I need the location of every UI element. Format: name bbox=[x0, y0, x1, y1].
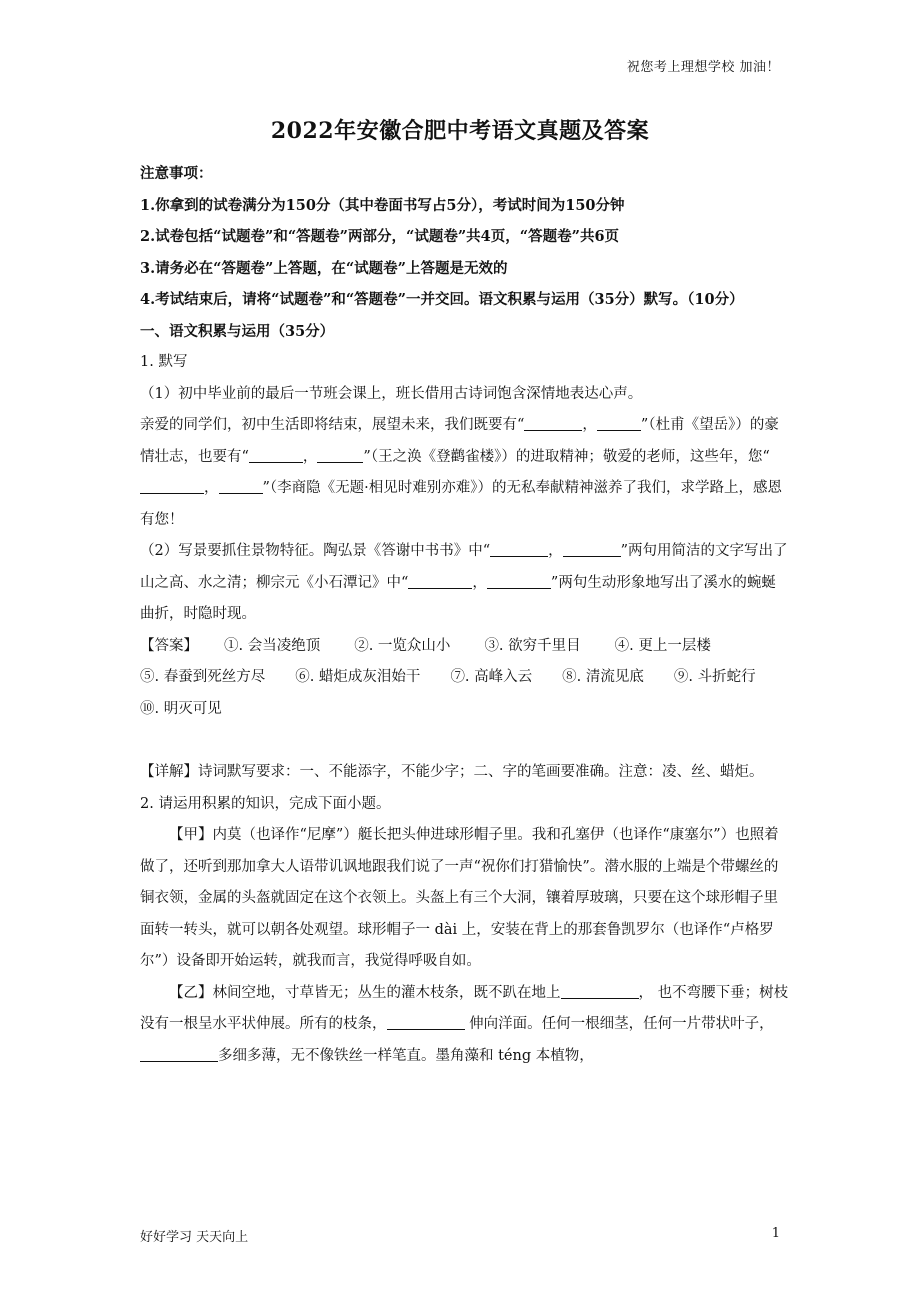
text-segment: ”两句生动形象地写出了溪水的蜿蜒曲折，时隐时现。 bbox=[140, 574, 776, 622]
answer-item: ⑨. 斗折蛇行 bbox=[673, 669, 756, 685]
answer-item: ②. 一览众山小 bbox=[354, 637, 451, 654]
text-segment: ， bbox=[582, 417, 597, 433]
answer-blank bbox=[408, 573, 472, 589]
section-heading: 一、语文积累与运用（35分） bbox=[140, 322, 335, 340]
text-segment: 【乙】林间空地，寸草皆无；丛生的灌木枝条，既不趴在地上 bbox=[169, 984, 561, 1001]
text-segment: ”（王之涣《登鹳雀楼》）的进取精神；敬爱的老师，这些年，您“ bbox=[363, 448, 770, 465]
text-segment: ， bbox=[548, 543, 563, 559]
text-segment: （2）写景要抓住景物特征。陶弘景《答谢中书书》中“ bbox=[140, 543, 491, 559]
detail-text: 【详解】诗词默写要求：一、不能添字，不能少字；二、字的笔画要准确。注意：凌、丝、蜡炬。 bbox=[140, 764, 764, 780]
notice-item: 1.你拿到的试卷满分为150分（其中卷面书写占5分），考试时间为150分钟 bbox=[140, 196, 625, 214]
notice-item: 3.请务必在“答题卷”上答题，在“试题卷”上答题是无效的 bbox=[140, 259, 508, 277]
text-segment: ， 也不弯腰下垂；树枝没有一根呈水平状伸展。所有的枝条， bbox=[140, 984, 789, 1032]
header-slogan: 祝您考上理想学校 加油！ bbox=[626, 60, 780, 75]
notice-item: 2.试卷包括“试题卷”和“答题卷”两部分，“试题卷”共4页，“答题卷”共6页 bbox=[140, 228, 620, 245]
question-title: 2. 请运用积累的知识，完成下面小题。 bbox=[140, 795, 391, 812]
question-text bbox=[140, 410, 790, 536]
answer-label: 【答案】 bbox=[140, 637, 198, 654]
answer-item: ④. 更上一层楼 bbox=[614, 637, 711, 654]
text-segment: ”（杜甫《望岳》）的豪情壮志，也要有“ bbox=[140, 417, 779, 465]
answer-item: ⑤. 春蚕到死丝方尽 bbox=[140, 669, 266, 685]
answer-blank bbox=[597, 416, 641, 432]
text-segment: ”两句用简洁的文字写出了山之高、水之清；柳宗元《小石潭记》中“ bbox=[140, 543, 788, 591]
notice-item: 4.考试结束后，请将“试题卷”和“答题卷”一并交回。语文积累与运用（35分）默写。（10分） bbox=[140, 291, 744, 308]
document-body bbox=[140, 158, 790, 1072]
notice-heading: 注意事项： bbox=[140, 165, 213, 182]
answer-block bbox=[140, 631, 790, 726]
answer-blank bbox=[140, 1046, 218, 1062]
answer-blank bbox=[317, 447, 363, 463]
page-number: 1 bbox=[771, 1226, 780, 1241]
text-segment: 伸向洋面。任何一根细茎，任何一片带状叶子， bbox=[464, 1016, 774, 1032]
answer-blank bbox=[219, 479, 263, 495]
answer-item: ⑦. 高峰入云 bbox=[450, 669, 533, 685]
answer-item: ①. 会当凌绝顶 bbox=[224, 637, 321, 654]
answer-blank bbox=[563, 542, 621, 558]
text-segment: 多细多薄，无不像铁丝一样笔直。墨角藻和 téng 本植物， bbox=[218, 1047, 594, 1064]
text-segment: ， bbox=[302, 448, 318, 465]
answer-blank bbox=[524, 416, 582, 432]
answer-blank bbox=[490, 542, 548, 558]
answer-item: ③. 欲穷千里目 bbox=[484, 637, 581, 654]
text-segment: ”（李商隐《无题·相见时难别亦难》）的无私奉献精神滋养了我们，求学路上，感恩有您！ bbox=[140, 480, 783, 528]
question-prompt: （1）初中毕业前的最后一节班会课上，班长借用古诗词饱含深情地表达心声。 bbox=[140, 385, 643, 402]
answer-item: ⑩. 明灭可见 bbox=[140, 700, 222, 717]
spacer bbox=[140, 725, 790, 757]
passage-jia: 【甲】内莫（也译作“尼摩”）艇长把头伸进球形帽子里。我和孔塞伊（也译作“康塞尔”）也照着做了，还听到那加拿大人语带讥讽地跟我们说了一声“祝你们打猎愉快”。潜水服的上端是个带螺丝的铜衣领，金属的头盔就固定在这个衣领上。头盔上有三个大洞，镶着厚玻璃，只要在这个球形帽子里面转一转头，就可以朝各处观望。球形帽子一 dài 上，安装在背上的那套鲁凯罗尔（也译作“卢格罗尔”）设备即开始运转，就我而言，我觉得呼吸自如。 bbox=[140, 827, 779, 969]
answer-item: ⑧. 清流见底 bbox=[562, 669, 644, 685]
text-segment: ， bbox=[204, 480, 219, 496]
answer-blank bbox=[387, 1015, 465, 1031]
question-title: 1. 默写 bbox=[140, 354, 188, 370]
answer-blank bbox=[487, 573, 551, 589]
question-text bbox=[140, 536, 790, 631]
text-segment: 亲爱的同学们，初中生活即将结束，展望未来，我们既要有“ bbox=[140, 417, 525, 433]
page-title: 2022年安徽合肥中考语文真题及答案 bbox=[270, 118, 650, 144]
answer-item: ⑥. 蜡炬成灰泪始干 bbox=[295, 669, 421, 685]
answer-blank bbox=[140, 479, 204, 495]
answer-blank bbox=[561, 983, 639, 999]
answer-blank bbox=[249, 447, 303, 463]
footer-motto: 好好学习 天天向上 bbox=[140, 1230, 249, 1245]
text-segment: ， bbox=[472, 574, 487, 591]
passage-yi bbox=[140, 978, 790, 1073]
